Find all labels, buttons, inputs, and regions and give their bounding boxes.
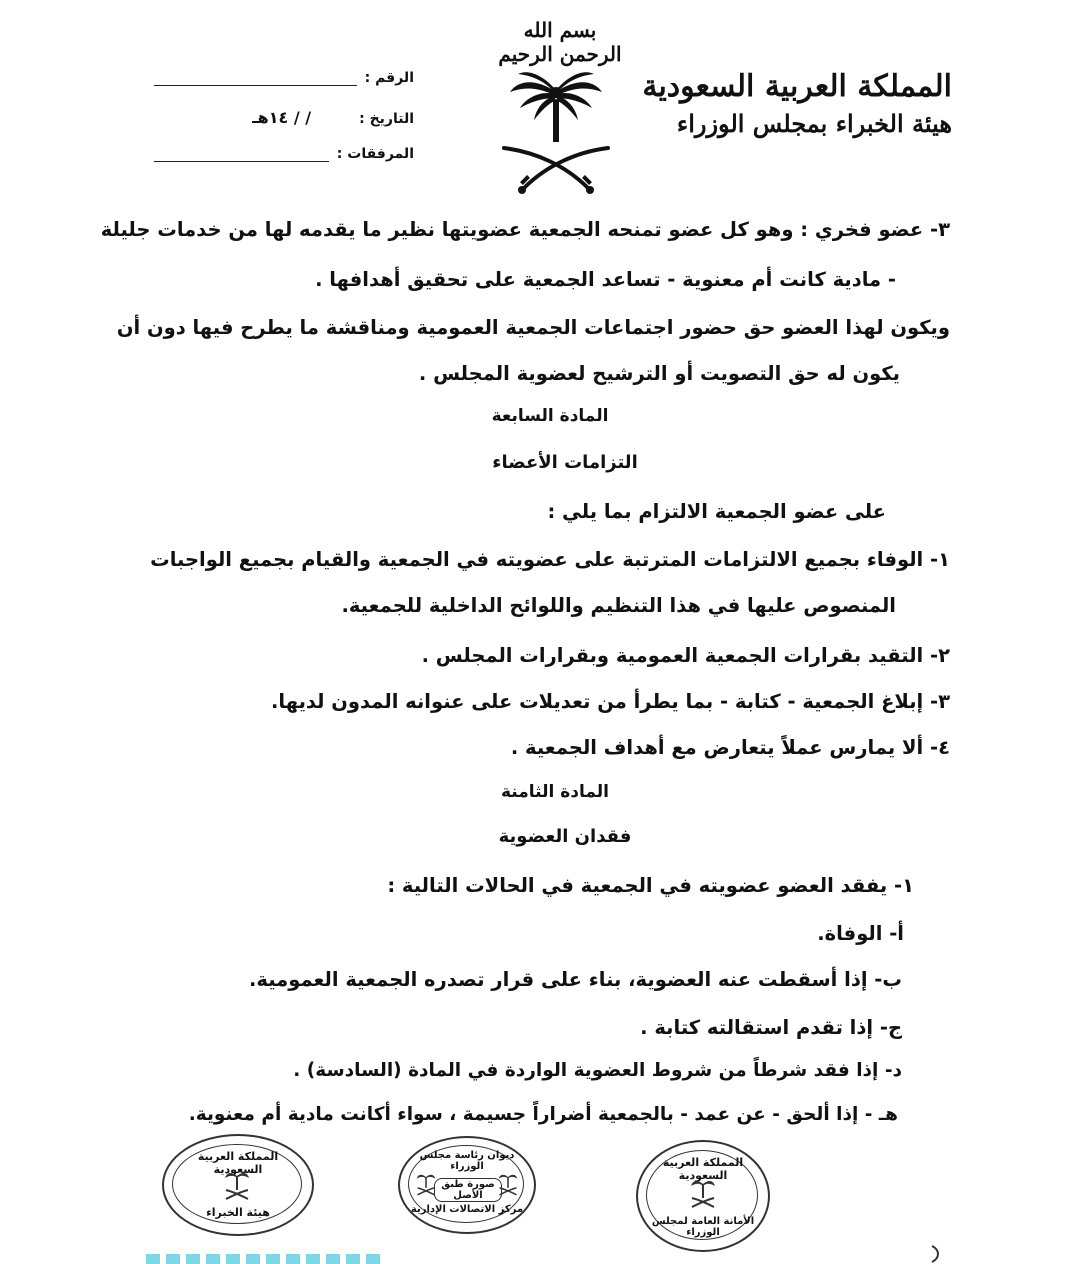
date-label: التاريخ : <box>359 111 414 127</box>
stamp-experts-commission: المملكة العربية السعودية هيئة الخبراء <box>162 1134 314 1236</box>
para2-line2: يكون له حق التصويت أو الترشيح لعضوية المجلس . <box>418 362 900 385</box>
emblem-icon <box>496 70 616 195</box>
footer-strip <box>146 1254 386 1264</box>
date-field <box>154 108 414 127</box>
stamp-emblem-icon <box>690 1178 716 1208</box>
ref-label: الرقم : <box>364 70 414 86</box>
attachments-line <box>154 147 329 162</box>
article7-title: المادة السابعة <box>491 406 609 426</box>
agency-name: هيئة الخبراء بمجلس الوزراء <box>676 109 952 138</box>
ref-field <box>154 70 414 86</box>
article8-item-a: أ- الوفاة. <box>817 922 904 945</box>
ref-line <box>154 71 357 86</box>
article7-item1-line2: المنصوص عليها في هذا التنظيم واللوائح الداخلية للجمعية. <box>341 594 896 617</box>
article7-item1-line1: ١- الوفاء بجميع الالتزامات المترتبة على عضويته في الجمعية والقيام بجميع الواجبات <box>150 548 950 571</box>
stamp-cabinet-diwan: ديوان رئاسة مجلس الوزراء صورة طبق الأصل مركز الاتصالات الإدارية <box>398 1136 536 1234</box>
article8-title: المادة الثامنة <box>501 782 609 802</box>
article8-intro: ١- يفقد العضو عضويته في الجمعية في الحالات التالية : <box>387 874 914 897</box>
kingdom-name: المملكة العربية السعودية <box>642 69 952 104</box>
letterhead <box>632 68 952 142</box>
attachments-field <box>154 146 414 162</box>
date-value: / / ١٤هـ <box>252 108 312 127</box>
article7-subtitle: التزامات الأعضاء <box>492 452 638 473</box>
para2-line1: ويكون لهذا العضو حق حضور اجتماعات الجمعية العمومية ومناقشة ما يطرح فيها دون أن <box>116 316 950 339</box>
article7-item3: ٣- إبلاغ الجمعية - كتابة - بما يطرأ من تعديلات على عنوانه المدون لديها. <box>270 690 950 713</box>
para1-line2: - مادية كانت أم معنوية - تساعد الجمعية على تحقيق أهدافها . <box>315 268 896 291</box>
article8-item-d: د- إذا فقد شرطاً من شروط العضوية الواردة في المادة (السادسة) . <box>293 1060 902 1081</box>
stamp-general-secretariat: المملكة العربية السعودية الأمانة العامة لمجلس الوزراء <box>636 1140 770 1252</box>
article7-item2: ٢- التقيد بقرارات الجمعية العمومية وبقرارات المجلس . <box>421 644 950 667</box>
footer-mark-icon <box>928 1244 946 1264</box>
article7-intro: على عضو الجمعية الالتزام بما يلي : <box>547 500 886 523</box>
stamp-emblem-icon <box>416 1172 436 1196</box>
basmala: بسم الله الرحمن الرحيم <box>498 18 622 66</box>
article8-item-e: هـ - إذا ألحق - عن عمد - بالجمعية أضراراً جسيمة ، سواء أكانت مادية أم معنوية. <box>188 1104 898 1125</box>
article8-item-b: ب- إذا أسقطت عنه العضوية، بناء على قرار تصدره الجمعية العمومية. <box>248 968 902 991</box>
article8-subtitle: فقدان العضوية <box>498 826 632 847</box>
article7-item4: ٤- ألا يمارس عملاً يتعارض مع أهداف الجمعية . <box>510 736 950 759</box>
attachments-label: المرفقات : <box>336 146 414 162</box>
stamp-emblem-icon <box>224 1170 250 1200</box>
para1-line1: ٣- عضو فخري : وهو كل عضو تمنحه الجمعية عضويتها نظير ما يقدمه لها من خدمات جليلة <box>100 218 950 241</box>
article8-item-c: ج- إذا تقدم استقالته كتابة . <box>640 1016 902 1039</box>
